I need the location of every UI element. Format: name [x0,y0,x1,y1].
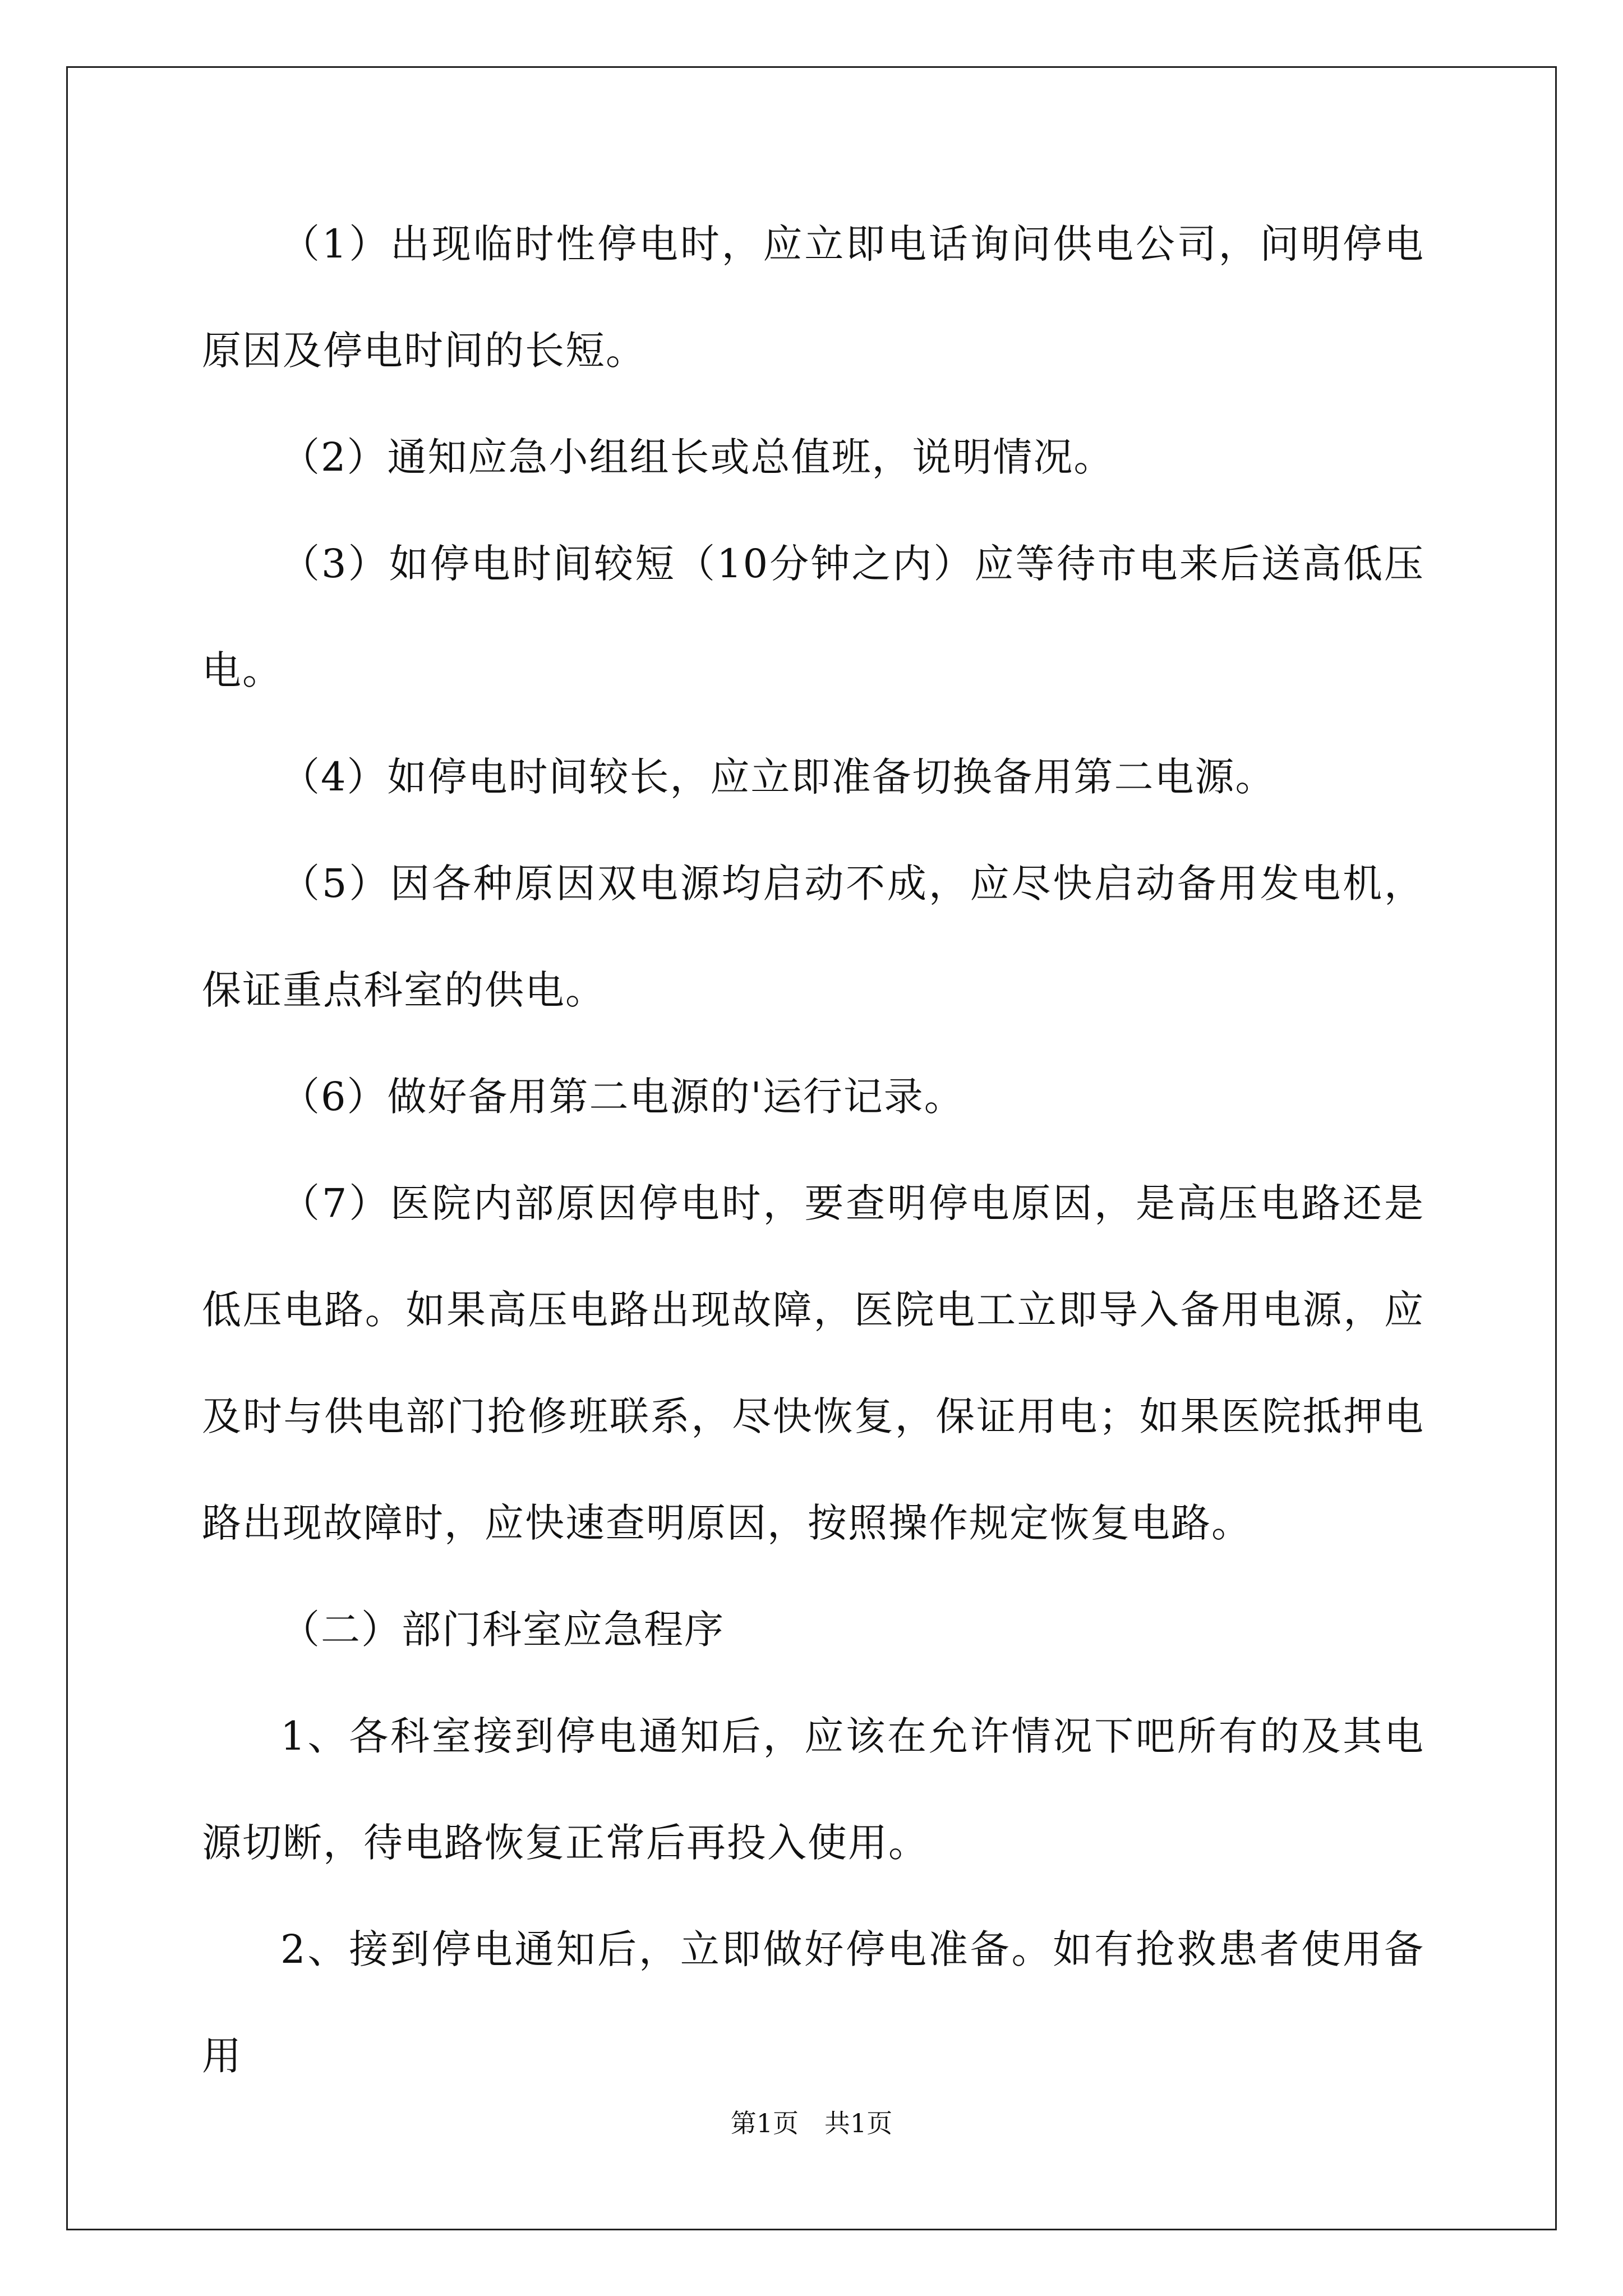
document-body [202,191,1424,2109]
page-number-footer: 第1页 共1页 [730,2108,893,2138]
paragraph: （5）因各种原因双电源均启动不成，应尽快启动备用发电机，保证重点科室的供电。 [202,861,1424,1013]
paragraph: （1）出现临时性停电时，应立即电话询问供电公司，问明停电原因及停电时间的长短。 [202,221,1424,374]
paragraph: （4）如停电时间较长，应立即准备切换备用第二电源。 [280,754,1276,800]
section-heading: （二）部门科室应急程序 [280,1607,725,1653]
paragraph: 1、各科室接到停电通知后，应该在允许情况下吧所有的及其电源切断，待电路恢复正常后再投入使用。 [202,1713,1424,1866]
paragraph: （3）如停电时间较短（10分钟之内）应等待市电来后送高低压电。 [202,541,1424,693]
paragraph: （2）通知应急小组组长或总值班，说明情况。 [280,434,1114,480]
paragraph: （6）做好备用第二电源的'运行记录。 [280,1074,965,1120]
paragraph: 2、接到停电通知后，立即做好停电准备。如有抢救患者使用备用 [202,1926,1424,2079]
paragraph: （7）医院内部原因停电时，要查明停电原因，是高压电路还是低压电路。如果高压电路出现故障，医院电工立即导入备用电源，应及时与供电部门抢修班联系，尽快恢复，保证用电；如果医院抵押电路出现故障时，应快速查明原因，按照操作规定恢复电路。 [202,1180,1424,1546]
